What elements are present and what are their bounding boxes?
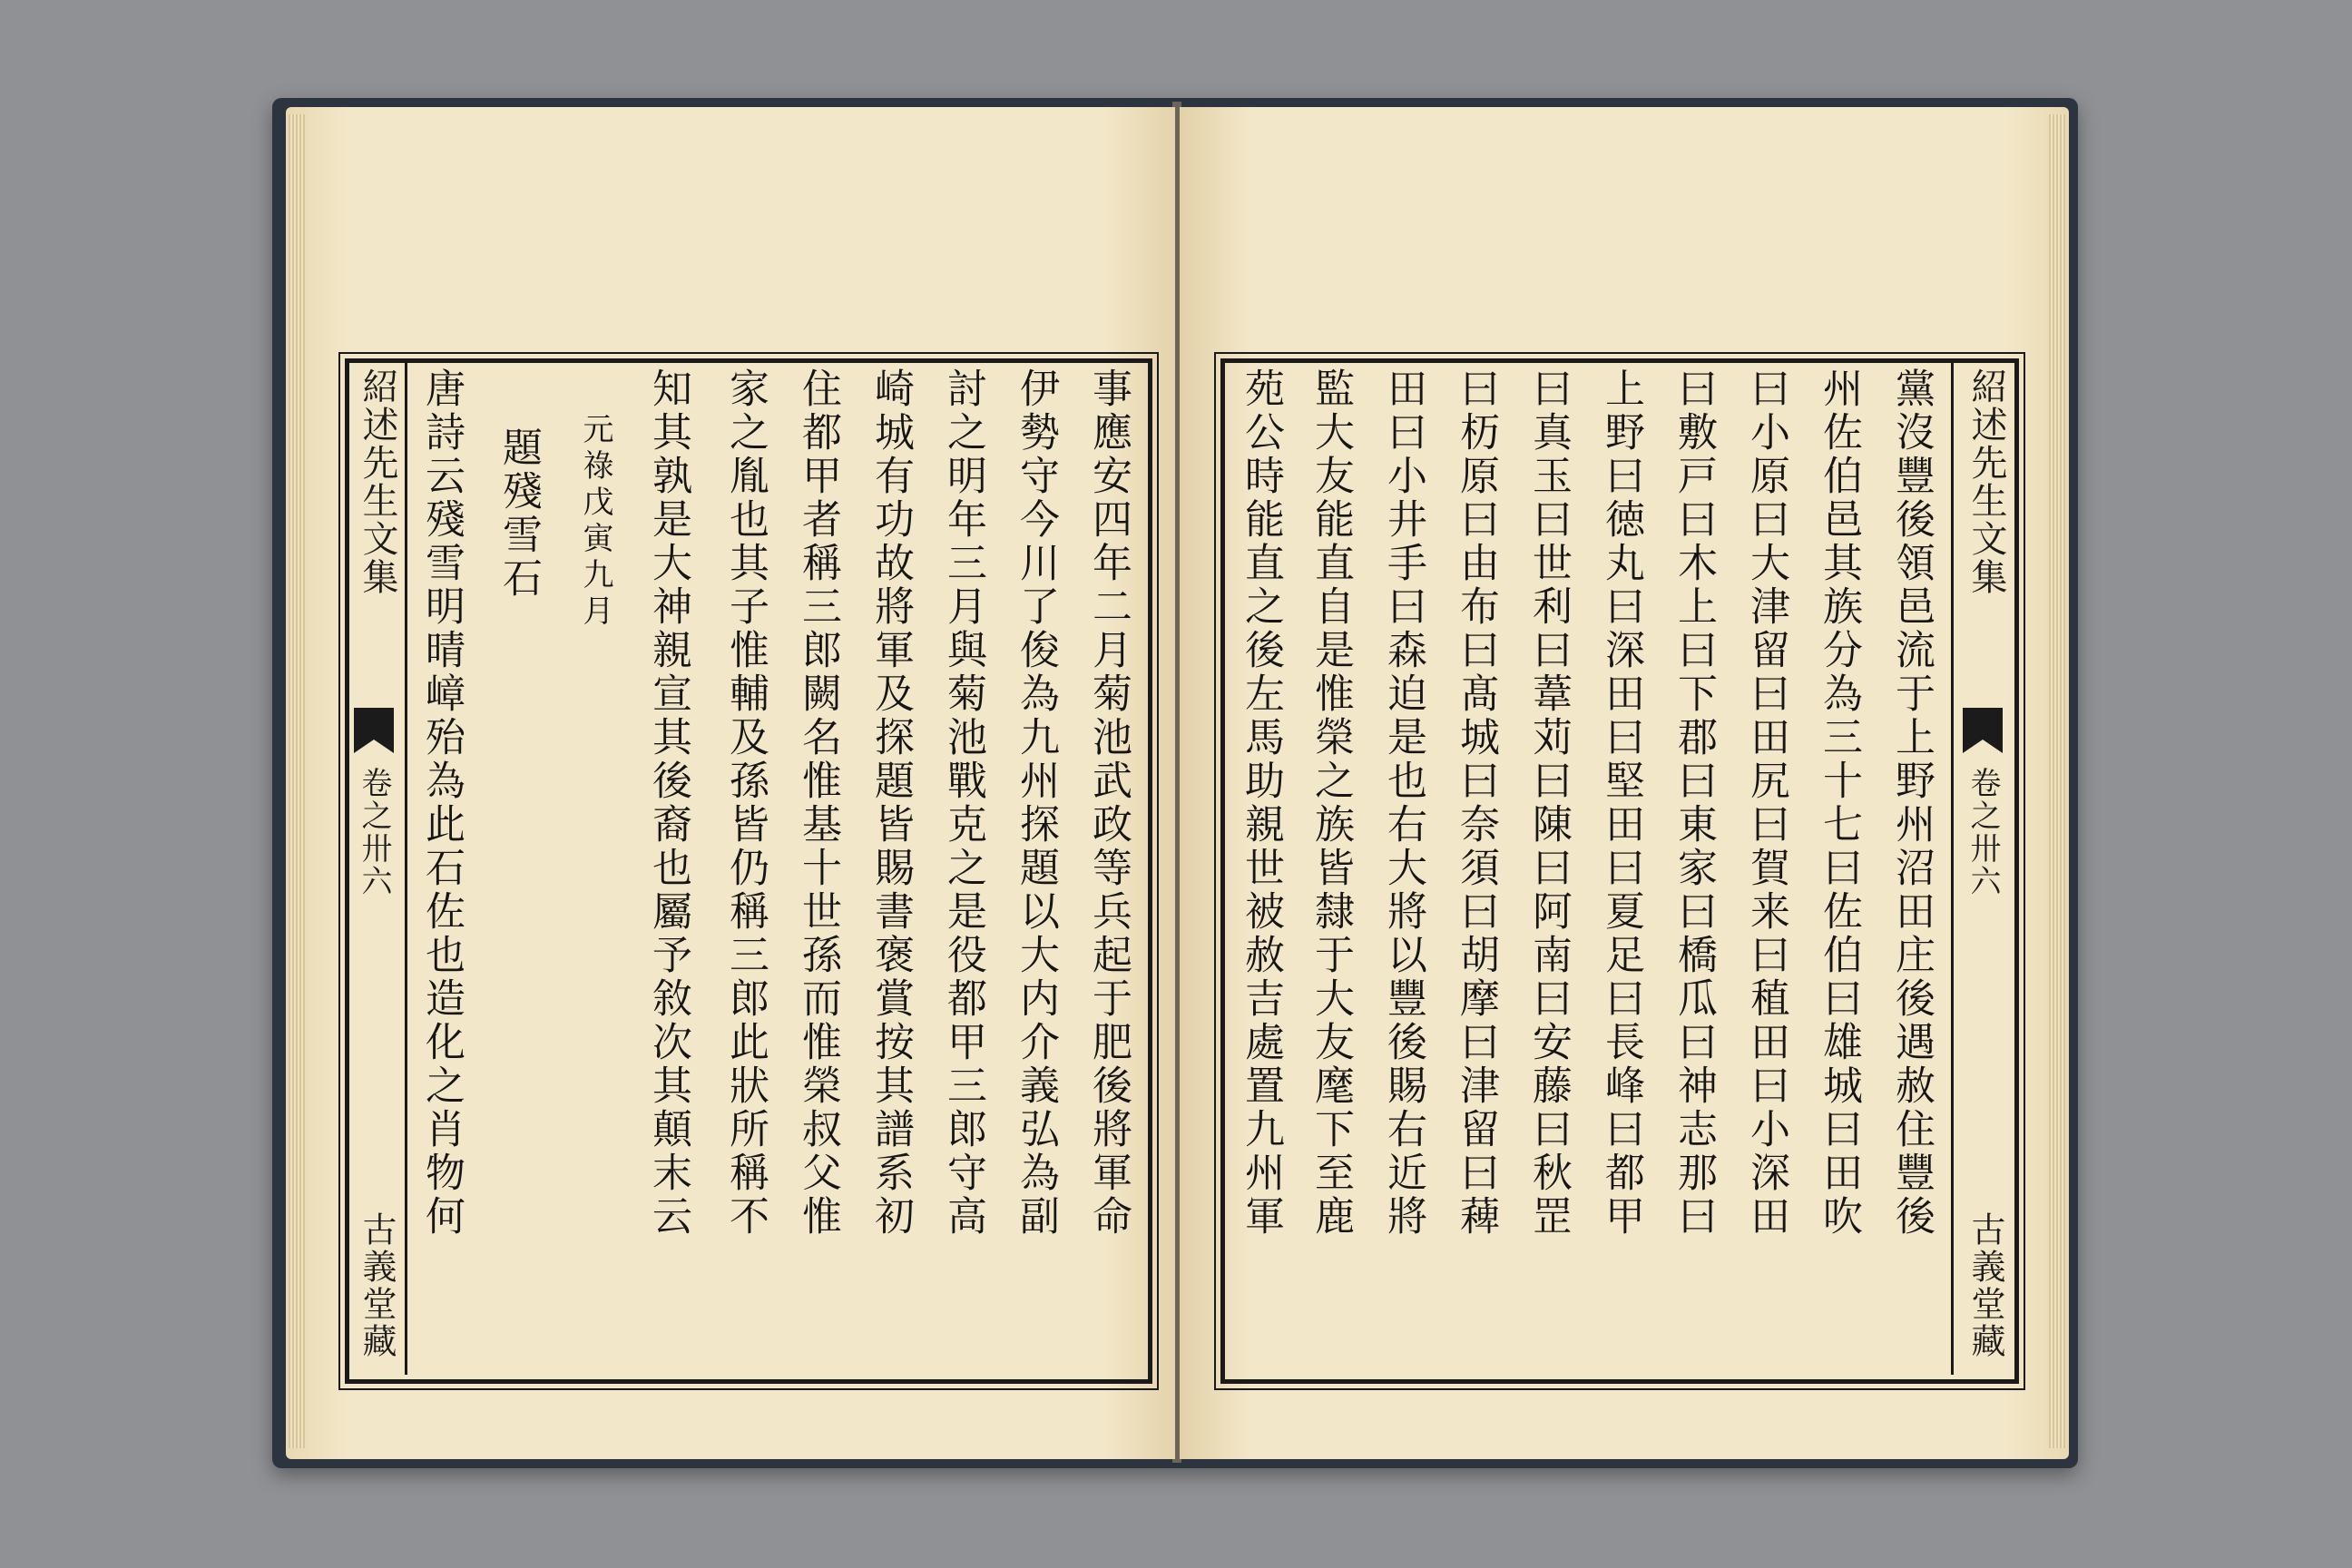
fish-tail-mark-icon bbox=[1963, 708, 2003, 753]
left-col-2: 伊勢守今川了俊為九州探題以大内介義弘為副 bbox=[1013, 368, 1059, 1239]
right-hashira-studio: 古義堂藏 bbox=[1965, 1211, 2005, 1360]
right-page-edges bbox=[2049, 114, 2065, 1448]
right-col-10: 苑公時能直之後左馬助親世被赦吉處置九州軍 bbox=[1238, 368, 1284, 1239]
left-hashira-studio: 古義堂藏 bbox=[357, 1211, 397, 1360]
right-col-2: 州佐伯邑其族分為三十七曰佐伯曰雄城曰田吹 bbox=[1816, 368, 1862, 1239]
right-col-8: 田曰小井手曰森迫是也右大將以豐後賜右近將 bbox=[1380, 368, 1426, 1239]
right-col-9: 監大友能直自是惟榮之族皆隸于大友麾下至鹿 bbox=[1308, 368, 1354, 1239]
left-hashira-title: 紹述先生文集 bbox=[357, 368, 398, 596]
left-col-1: 事應安四年二月菊池武政等兵起于肥後將軍命 bbox=[1085, 368, 1132, 1239]
left-col-3: 討之明年三月與菊池戰克之是役都甲三郎守高 bbox=[940, 368, 986, 1239]
right-col-4: 曰敷戸曰木上曰下郡曰東家曰橋瓜曰神志那曰 bbox=[1671, 368, 1717, 1239]
left-col-heading: 題殘雪石 bbox=[495, 426, 542, 601]
left-col-5: 住都甲者稱三郎闕名惟基十世孫而惟榮叔父惟 bbox=[795, 368, 841, 1239]
right-col-3: 曰小原曰大津留曰田尻曰賀来曰稙田曰小深田 bbox=[1743, 368, 1789, 1239]
fish-tail-mark-icon bbox=[354, 708, 394, 753]
left-hashira-volume: 卷之卅六 bbox=[356, 767, 392, 897]
left-hashira bbox=[345, 358, 407, 1375]
left-col-6: 家之胤也其子惟輔及孫皆仍稱三郎此狀所稱不 bbox=[722, 368, 769, 1239]
left-col-10: 唐詩云殘雪明晴嶂殆為此石佐也造化之肖物何 bbox=[418, 368, 465, 1239]
right-col-5: 上野曰徳丸曰深田曰堅田曰夏足曰長峰曰都甲 bbox=[1598, 368, 1644, 1239]
left-page-edges bbox=[289, 114, 305, 1448]
right-hashira-title: 紹述先生文集 bbox=[1965, 368, 2007, 596]
right-hashira bbox=[1951, 358, 2014, 1375]
right-col-7: 曰杤原曰由布曰髙城曰奈須曰胡摩曰津留曰薭 bbox=[1453, 368, 1499, 1239]
right-hashira-volume: 卷之卅六 bbox=[1965, 767, 2001, 897]
right-col-6: 曰真玉曰世利曰葦苅曰陳曰阿南曰安藤曰秋罡 bbox=[1525, 368, 1572, 1239]
left-col-7: 知其孰是大神親宣其後裔也屬予敘次其顛末云 bbox=[645, 368, 691, 1239]
right-col-1: 黨沒豐後領邑流于上野州沼田庄後遇赦住豐後 bbox=[1888, 368, 1935, 1239]
left-col-date: 元祿戊寅九月 bbox=[577, 413, 613, 631]
left-col-4: 崎城有功故將軍及探題皆賜書褒賞按其譜系初 bbox=[867, 368, 914, 1239]
